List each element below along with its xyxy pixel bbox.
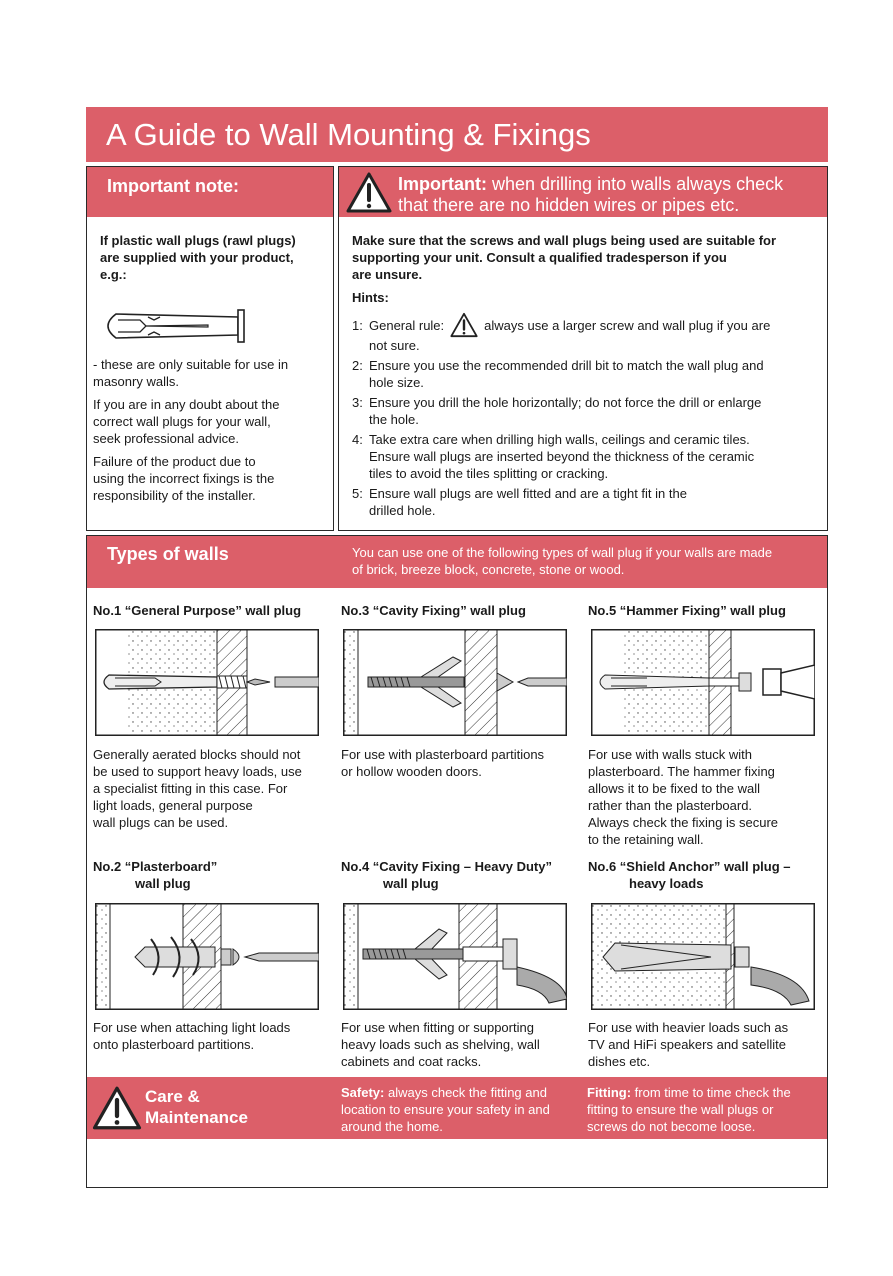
- walls-intro: [352, 544, 822, 578]
- important-intro-line: supporting your unit. Consult a qualified tradesperson if you: [352, 250, 727, 265]
- care-fitting: [587, 1084, 823, 1135]
- general-purpose-plug-diagram: [95, 629, 319, 736]
- note-intro-line: are supplied with your product,: [100, 250, 294, 265]
- walls-intro-line: You can use one of the following types of wall plug if your walls are made: [352, 545, 773, 560]
- plug-desc-line: Always check the fixing is secure: [588, 815, 779, 830]
- warning-triangle-icon: [91, 1085, 143, 1131]
- hint-number: 2:: [352, 358, 363, 373]
- wall-plug-illustration: [98, 306, 250, 346]
- plug-desc-line: or hollow wooden doors.: [341, 764, 482, 779]
- hint-number: 3:: [352, 395, 363, 410]
- page-title: A Guide to Wall Mounting & Fixings: [106, 117, 591, 152]
- plug-desc-line: For use when attaching light loads: [93, 1020, 291, 1035]
- hint-text: the hole.: [369, 412, 419, 427]
- hint-text: always use a larger screw and wall plug if you are: [484, 317, 771, 333]
- plug-title-line: No.6 “Shield Anchor” wall plug –: [588, 859, 791, 874]
- plug-title-1: No.1 “General Purpose” wall plug: [93, 603, 302, 618]
- hint-number: 4:: [352, 432, 363, 447]
- plug-title-2: [93, 858, 217, 892]
- hint-text: Ensure you use the recommended drill bit to match the wall plug and: [369, 358, 764, 373]
- plug-desc-5: [588, 746, 824, 848]
- plug-desc-line: rather than the plasterboard.: [588, 798, 753, 813]
- plug-title-line: wall plug: [135, 876, 191, 891]
- note-para1-line: masonry walls.: [93, 374, 179, 389]
- plug-title-3: No.3 “Cavity Fixing” wall plug: [341, 603, 526, 618]
- care-safety-line: always check the fitting and: [387, 1085, 547, 1100]
- note-intro-line: e.g.:: [100, 267, 127, 282]
- hint-text: Take extra care when drilling high walls, ceilings and ceramic tiles.: [369, 432, 750, 447]
- important-header: [339, 167, 827, 217]
- hints-list: [352, 313, 822, 519]
- plug-desc-line: For use with walls stuck with: [588, 747, 752, 762]
- plug-desc-3: [341, 746, 581, 780]
- plug-desc-6: [588, 1019, 824, 1070]
- hammer-fixing-plug-diagram: [591, 629, 815, 736]
- plug-desc-line: For use with plasterboard partitions: [341, 747, 545, 762]
- important-line1: [398, 174, 783, 195]
- plug-desc-line: wall plugs can be used.: [93, 815, 229, 830]
- hint-text: tiles to avoid the tiles splitting or cracking.: [369, 466, 609, 481]
- plug-desc-line: heavy loads such as shelving, wall: [341, 1037, 540, 1052]
- hint-text: General rule:: [369, 317, 445, 333]
- note-intro: [100, 232, 330, 283]
- safety-label: Safety:: [341, 1085, 385, 1100]
- plug-desc-line: be used to support heavy loads, use: [93, 764, 302, 779]
- cavity-fixing-plug-diagram: [343, 629, 567, 736]
- note-heading: Important note:: [107, 176, 239, 196]
- note-para2-line: If you are in any doubt about the: [93, 397, 280, 412]
- walls-intro-line: of brick, breeze block, concrete, stone or wood.: [352, 562, 625, 577]
- hint-item-1: [352, 313, 822, 354]
- title-banner: [86, 107, 828, 162]
- care-heading: [145, 1086, 248, 1128]
- note-intro-line: If plastic wall plugs (rawl plugs): [100, 233, 296, 248]
- plug-title-line: No.4 “Cavity Fixing – Heavy Duty”: [341, 859, 552, 874]
- shield-anchor-plug-diagram: [591, 903, 815, 1010]
- hint-item-5: [352, 485, 822, 519]
- important-label: Important:: [398, 174, 487, 194]
- important-text-1: when drilling into walls always check: [492, 174, 784, 194]
- important-intro-line: Make sure that the screws and wall plugs being used are suitable for: [352, 233, 777, 248]
- care-safety-line: around the home.: [341, 1119, 443, 1134]
- plug-desc-line: For use when fitting or supporting: [341, 1020, 534, 1035]
- note-header: [87, 167, 333, 217]
- plug-title-4: [341, 858, 552, 892]
- hint-item-3: [352, 394, 822, 428]
- fitting-label: Fitting:: [587, 1085, 632, 1100]
- important-intro-line: are unsure.: [352, 267, 423, 282]
- warning-triangle-icon: [449, 312, 479, 338]
- plasterboard-plug-diagram: [95, 903, 319, 1010]
- note-para2-line: correct wall plugs for your wall,: [93, 414, 271, 429]
- hint-text: Ensure wall plugs are inserted beyond the thickness of the ceramic: [369, 449, 755, 464]
- plug-desc-line: plasterboard. The hammer fixing: [588, 764, 775, 779]
- plug-desc-4: [341, 1019, 581, 1070]
- plug-title-line: heavy loads: [629, 876, 704, 891]
- note-para2-line: seek professional advice.: [93, 431, 239, 446]
- important-text-2: that there are no hidden wires or pipes etc.: [398, 195, 740, 215]
- hints-label: Hints:: [352, 290, 389, 305]
- hint-number: 5:: [352, 486, 363, 501]
- note-para3-line: responsibility of the installer.: [93, 488, 256, 503]
- hint-text: hole size.: [369, 375, 424, 390]
- care-heading-line: Maintenance: [145, 1108, 248, 1127]
- plug-desc-line: For use with heavier loads such as: [588, 1020, 789, 1035]
- plug-desc-line: TV and HiFi speakers and satellite: [588, 1037, 786, 1052]
- walls-heading: Types of walls: [107, 544, 229, 564]
- cavity-heavy-duty-plug-diagram: [343, 903, 567, 1010]
- plug-desc-line: light loads, general purpose: [93, 798, 253, 813]
- care-fitting-line: from time to time check the: [634, 1085, 791, 1100]
- plug-desc-line: a specialist fitting in this case. For: [93, 781, 288, 796]
- plug-title-5: No.5 “Hammer Fixing” wall plug: [588, 603, 786, 618]
- important-intro: [352, 232, 822, 283]
- plug-desc-2: [93, 1019, 333, 1053]
- note-para1-line: - these are only suitable for use in: [93, 357, 289, 372]
- hint-text: drilled hole.: [369, 503, 436, 518]
- plug-title-line: No.2 “Plasterboard”: [93, 859, 218, 874]
- plug-title-6: [588, 858, 790, 892]
- plug-desc-line: to the retaining wall.: [588, 832, 704, 847]
- hint-text: Ensure wall plugs are well fitted and are a tight fit in the: [369, 486, 687, 501]
- plug-desc-1: [93, 746, 333, 831]
- hint-number: 1:: [352, 317, 363, 333]
- walls-header: [87, 536, 827, 588]
- hint-item-2: [352, 357, 822, 391]
- plug-desc-line: cabinets and coat racks.: [341, 1054, 482, 1069]
- care-banner: [87, 1077, 827, 1139]
- care-safety-line: location to ensure your safety in and: [341, 1102, 550, 1117]
- care-fitting-line: fitting to ensure the wall plugs or: [587, 1102, 774, 1117]
- warning-triangle-icon: [345, 171, 393, 214]
- hint-text: Ensure you drill the hole horizontally; do not force the drill or enlarge: [369, 395, 762, 410]
- plug-desc-line: dishes etc.: [588, 1054, 651, 1069]
- hint-item-4: [352, 431, 822, 482]
- care-heading-line: Care &: [145, 1087, 200, 1106]
- hint-text: not sure.: [369, 338, 420, 353]
- note-body: [93, 356, 329, 504]
- care-safety: [341, 1084, 577, 1135]
- note-para3-line: using the incorrect fixings is the: [93, 471, 275, 486]
- plug-title-line: wall plug: [383, 876, 439, 891]
- plug-desc-line: allows it to be fixed to the wall: [588, 781, 760, 796]
- note-para3-line: Failure of the product due to: [93, 454, 256, 469]
- care-fitting-line: screws do not become loose.: [587, 1119, 756, 1134]
- plug-desc-line: onto plasterboard partitions.: [93, 1037, 255, 1052]
- plug-desc-line: Generally aerated blocks should not: [93, 747, 301, 762]
